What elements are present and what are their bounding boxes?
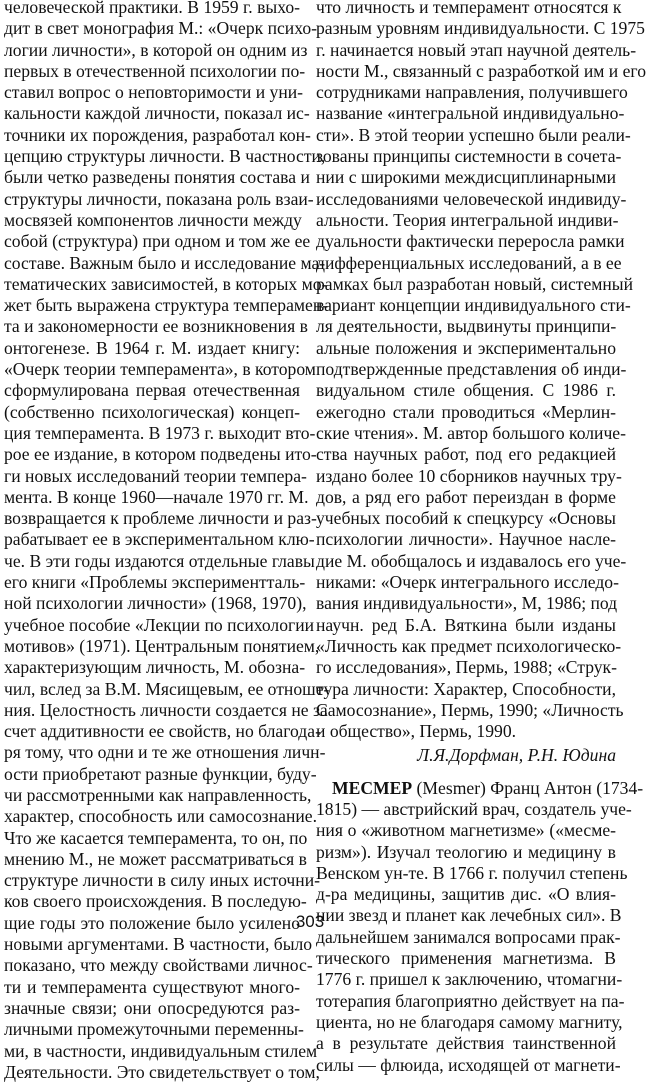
text-line: учебных пособий к спецкурсу «Основы <box>316 508 616 529</box>
text-line: нии звезд и планет как лечебных сил». В <box>316 905 622 926</box>
text-line: Самосознание», Пермь, 1990; «Личность <box>316 699 624 720</box>
text-line: рое ее издание, в котором подведены ито- <box>4 444 317 465</box>
text-line: составе. Важным было и исследование ма- <box>4 252 326 273</box>
text-line: характер, способность или самосознание. <box>4 806 318 827</box>
text-line: Венском ун-те. В 1766 г. получил степень <box>316 862 628 883</box>
text-line: сти». В этой теории успешно были реали- <box>316 124 631 145</box>
text-line: рамках был разработан новый, системный <box>316 273 634 294</box>
text-line: (собственно психологическая) концеп- <box>4 401 300 422</box>
text-line: ости приобретают разные функции, буду- <box>4 763 317 784</box>
text-line: личными промежуточными переменны- <box>4 1019 304 1040</box>
mesmer-entry-text <box>316 798 632 1076</box>
text-line: ги новых исследований теории темпера- <box>4 465 307 486</box>
text-line: ности М., связанный с разработкой им и его <box>316 60 646 81</box>
text-line: вариант концепции индивидуального сти- <box>316 295 631 316</box>
text-line: тура личности: Характер, Способности, <box>316 678 616 699</box>
text-line: ти и темперамента существуют много- <box>4 976 300 997</box>
text-line: ния о «животном магнетизме» («месме- <box>316 820 616 841</box>
text-line: дов, а ряд его работ переиздан в форме <box>316 486 616 507</box>
text-line: альные положения и экспериментально <box>316 337 616 358</box>
text-line: сотрудниками направления, получившего <box>316 82 628 103</box>
text-line: и общество», Пермь, 1990. <box>316 721 517 742</box>
text-line: счет аддитивности ее свойств, но благода- <box>4 721 321 742</box>
text-line: разным уровням индивидуальности. С 1975 <box>316 18 645 39</box>
text-line: показано, что между свойствами личнос- <box>4 955 313 976</box>
text-line: че. В эти годы издаются отдельные главы <box>4 550 315 571</box>
text-line: дифференциальных исследований, а в ее <box>316 252 622 273</box>
text-line: видуальном стиле общения. С 1986 г. <box>316 380 616 401</box>
text-line: ния. Целостность личности создается не за <box>4 699 328 720</box>
text-line: та и закономерности ее возникновения в <box>4 316 308 337</box>
text-line: издано более 10 сборников научных тру- <box>316 465 622 486</box>
text-line: подтвержденные представления об инди- <box>316 359 627 380</box>
text-line: что личность и темперамент относятся к <box>316 0 622 17</box>
text-line: ми, в частности, индивидуальным стилем <box>4 1040 318 1061</box>
text-line: вания индивидуальности», М, 1986; под <box>316 593 618 614</box>
text-line: а в результате действия таинственной <box>316 1033 616 1054</box>
text-line: ежегодно стали проводиться «Мерлин- <box>316 401 616 422</box>
text-line: структуре личности в силу иных источни- <box>4 870 320 891</box>
text-line: чил, вслед за В.М. Мясищевым, ее отноше- <box>4 678 330 699</box>
text-line: новыми аргументами. В частности, было <box>4 934 313 955</box>
text-line: «Очерк теории темперамента», в котором <box>4 359 316 380</box>
text-line: «Личность как предмет психологическо- <box>316 635 622 656</box>
text-line: исследованиями человеческой индивиду- <box>316 188 627 209</box>
text-line: кальности каждой личности, показал ис- <box>4 103 310 124</box>
text-line: логии личности», в которой он одним из <box>4 39 308 60</box>
text-line: сформулирована первая отечественная <box>4 380 300 401</box>
text-line: силы — флюида, исходящей от магнети- <box>316 1054 621 1075</box>
text-line: название «интегральной индивидуально- <box>316 103 625 124</box>
text-line: психологии личности». Научное насле- <box>316 529 616 550</box>
text-line: были четко разведены понятия состава и <box>4 167 310 188</box>
mesmer-heading-rest: (Mesmer) Франц Антон (1734- <box>412 777 644 798</box>
text-line: цепцию структуры личности. В частности, <box>4 146 326 167</box>
text-line: возвращается к проблеме личности и раз- <box>4 508 317 529</box>
text-line: ства научных работ, под его редакцией <box>316 444 616 465</box>
text-line: собой (структура) при одном и том же ее <box>4 231 311 252</box>
text-line: научн. ред Б.А. Вяткина были изданы <box>316 614 616 635</box>
text-line: мотивов» (1971). Центральным понятием, <box>4 635 320 656</box>
text-line: Деятельности. Это свидетельствует о том, <box>4 1061 320 1082</box>
text-line: жет быть выражена структура темперамен- <box>4 295 329 316</box>
text-line: го исследования», Пермь, 1988; «Струк- <box>316 657 617 678</box>
mesmer-headword: МЕСМЕР <box>332 777 413 798</box>
text-line: структуры личности, показана роль взаи- <box>4 188 314 209</box>
text-line: дие М. обобщалось и издавалось его уче- <box>316 550 627 571</box>
article-signature: Л.Я.Дорфман, Р.Н. Юдина <box>417 745 616 766</box>
text-line: 1815) — австрийский врач, создатель уче- <box>316 798 632 819</box>
text-line: онтогенезе. В 1964 г. М. издает книгу: <box>4 337 300 358</box>
text-line: человеческой практики. В 1959 г. выхо- <box>4 0 300 17</box>
text-line: ризм»). Изучал теологию и медицину в <box>316 841 616 862</box>
text-line: дальнейшем занимался вопросами прак- <box>316 926 621 947</box>
article-continuation <box>316 0 646 742</box>
text-line: д-ра медицины, защитив дис. «О влия- <box>316 884 616 905</box>
text-line: мнению М., не может рассматриваться в <box>4 848 307 869</box>
text-line: ков своего происхождения. В последую- <box>4 891 307 912</box>
text-line: никами: «Очерк интегрального исследо- <box>316 572 619 593</box>
text-line: точники их порождения, разработал кон- <box>4 124 311 145</box>
text-line: тотерапия благоприятно действует на па- <box>316 990 625 1011</box>
text-line: 1776 г. пришел к заключению, чтомагни- <box>316 969 623 990</box>
text-line: нии с широкими междисциплинарными <box>316 167 616 188</box>
text-line: характеризующим личность, М. обозна- <box>4 657 306 678</box>
text-line: тического применения магнетизма. В <box>316 948 616 969</box>
text-line: г. начинается новый этап научной деятель- <box>316 39 637 60</box>
text-line: щие годы это положение было усилено <box>4 912 300 933</box>
text-line: альности. Теория интегральной индиви- <box>316 209 619 230</box>
text-line: рабатывает ее в экспериментальном клю- <box>4 529 315 550</box>
mesmer-entry-heading <box>316 777 644 799</box>
text-line: ной психологии личности» (1968, 1970), <box>4 593 307 614</box>
text-line: учебное пособие «Лекции по психологии <box>4 614 315 635</box>
text-line: мента. В конце 1960—начале 1970 гг. М. <box>4 486 309 507</box>
text-line: дуальности фактически переросла рамки <box>316 231 625 252</box>
text-line: первых в отечественной психологии по- <box>4 60 306 81</box>
text-line: мосвязей компонентов личности между <box>4 209 302 230</box>
text-line: тематических зависимостей, в которых мо- <box>4 273 328 294</box>
text-line: дит в свет монография М.: «Очерк психо- <box>4 18 317 39</box>
text-line: его книги «Проблемы экспериментталь- <box>4 572 306 593</box>
text-line: ция темперамента. В 1973 г. выходит вто- <box>4 422 316 443</box>
text-line: значные связи; они опосредуются раз- <box>4 997 300 1018</box>
text-line: ля деятельности, выдвинуты принципи- <box>316 316 617 337</box>
text-line: циента, но не благодаря самому магниту, <box>316 1011 623 1032</box>
text-line: зованы принципы системности в сочета- <box>316 146 622 167</box>
page-number: 303 <box>295 912 325 931</box>
entry-separator <box>316 767 616 778</box>
text-line: ские чтения». М. автор большого количе- <box>316 422 626 443</box>
text-line: чи рассмотренными как направленность, <box>4 784 312 805</box>
text-line: ря тому, что одни и те же отношения личн- <box>4 742 326 763</box>
text-line: Что же касается темперамента, то он, по <box>4 827 308 848</box>
text-line: ставил вопрос о неповторимости и уни- <box>4 82 304 103</box>
